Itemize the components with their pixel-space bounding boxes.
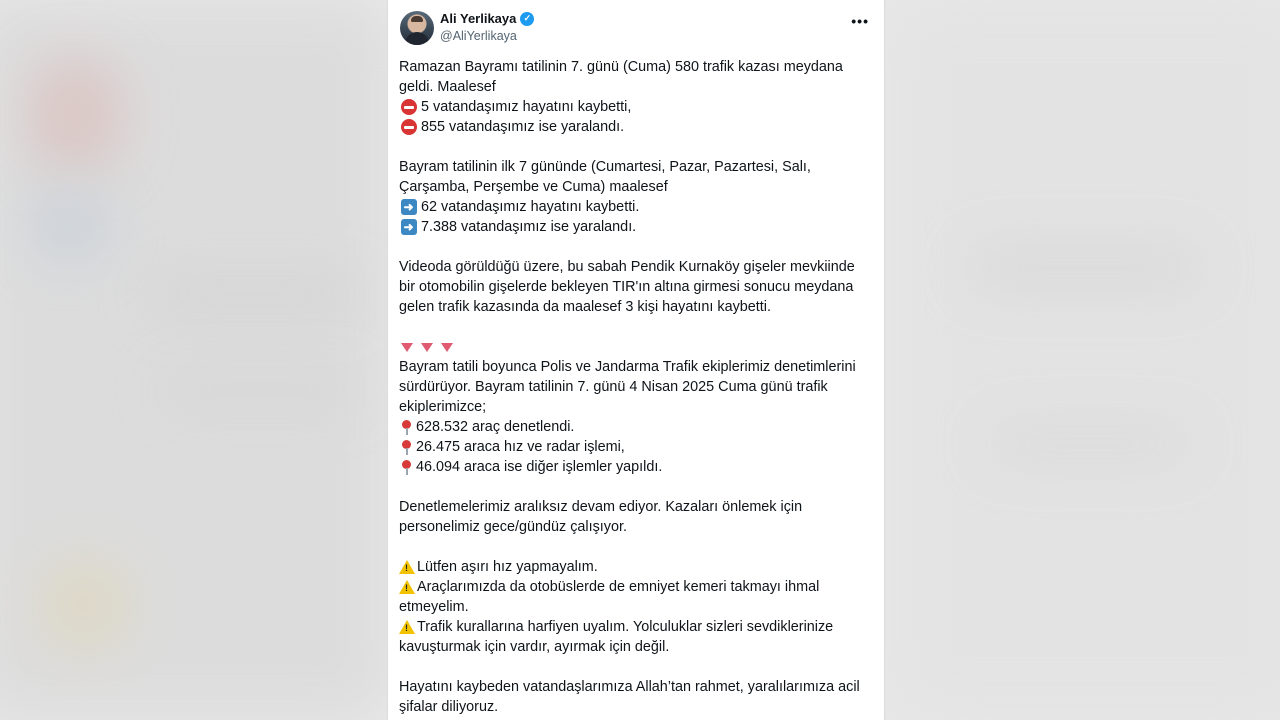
verified-badge-icon: ✓ [520, 12, 534, 26]
tweet-line [399, 357, 875, 377]
blank-line [399, 477, 875, 497]
tweet-line-text: Çarşamba, Perşembe ve Cuma) maalesef [399, 179, 668, 195]
right-arrow-icon: ➜ [399, 199, 418, 215]
warning-icon: ! [399, 579, 415, 595]
tweet-line [399, 517, 875, 537]
tweet-line [399, 457, 875, 477]
tweet-line-text: 7.388 vatandaşımız ise yaralandı. [421, 219, 637, 235]
tweet-line-text: bir otomobilin gişelerde bekleyen TIR'ın altına girmesi sonucu meydana [399, 279, 854, 295]
blank-line [399, 537, 875, 557]
right-arrow-icon: ➜ [399, 219, 418, 235]
tweet-line-text: personelimiz gece/gündüz çalışıyor. [399, 519, 627, 535]
tweet-line [399, 177, 875, 197]
round-pushpin-icon [399, 419, 414, 435]
tweet-line [399, 597, 875, 617]
tweet-line-text: 62 vatandaşımız hayatını kaybetti. [421, 199, 640, 215]
tweet-header [400, 11, 872, 47]
tweet-line [399, 397, 875, 417]
tweet-line [399, 57, 875, 77]
tweet-line [399, 277, 875, 297]
tweet-line-text: Videoda görüldüğü üzere, bu sabah Pendik Kurnaköy gişeler mevkiinde [399, 259, 855, 275]
more-options-icon[interactable]: ••• [851, 13, 869, 29]
round-pushpin-icon [399, 459, 414, 475]
tweet-line [399, 577, 875, 597]
tweet-line-text: geldi. Maalesef [399, 79, 496, 95]
tweet-line-text: Lütfen aşırı hız yapmayalım. [417, 559, 598, 575]
tweet-line-text: 46.094 araca ise diğer işlemler yapıldı. [416, 459, 663, 475]
tweet-line [399, 297, 875, 317]
tweet-line [399, 157, 875, 177]
blank-line [399, 317, 875, 337]
tweet-line [399, 77, 875, 97]
warning-icon: ! [399, 559, 415, 575]
avatar[interactable] [400, 11, 434, 45]
tweet-line-text: 26.475 araca hız ve radar işlemi, [416, 439, 625, 455]
tweet-card [387, 0, 885, 720]
tweet-line [399, 337, 875, 357]
tweet-line-text: gelen trafik kazasında da maalesef 3 kişi hayatını kaybetti. [399, 299, 771, 315]
tweet-line-text: ekiplerimizce; [399, 399, 487, 415]
tweet-line [399, 637, 875, 657]
tweet-line-text: sürdürüyor. Bayram tatilinin 7. günü 4 Nisan 2025 Cuma günü trafik [399, 379, 828, 395]
red-triangles-icon [399, 343, 453, 352]
tweet-text [399, 57, 875, 717]
tweet-line-text: 5 vatandaşımız hayatını kaybetti, [421, 99, 632, 115]
no-entry-icon [399, 99, 418, 115]
tweet-line [399, 617, 875, 637]
tweet-line-text: şifalar diliyoruz. [399, 699, 499, 715]
tweet-line [399, 557, 875, 577]
tweet-line-text: Hayatını kaybeden vatandaşlarımıza Allah’tan rahmet, yaralılarımıza acil [399, 679, 860, 695]
tweet-line [399, 497, 875, 517]
tweet-line [399, 697, 875, 717]
tweet-line-text: Ramazan Bayramı tatilinin 7. günü (Cuma) 580 trafik kazası meydana [399, 59, 843, 75]
tweet-line [399, 677, 875, 697]
tweet-line [399, 217, 875, 237]
author-name-row [440, 11, 534, 26]
tweet-line-text: Araçlarımızda da otobüslerde de emniyet kemeri takmayı ihmal [417, 579, 820, 595]
tweet-line-text: 628.532 araç denetlendi. [416, 419, 575, 435]
blank-line [399, 657, 875, 677]
warning-icon: ! [399, 619, 415, 635]
tweet-line-text: Bayram tatilinin ilk 7 gününde (Cumartesi, Pazar, Pazartesi, Salı, [399, 159, 811, 175]
tweet-line-text: kavuşturmak için vardır, ayırmak için değil. [399, 639, 670, 655]
no-entry-icon [399, 119, 418, 135]
tweet-line-text: Denetlemelerimiz aralıksız devam ediyor. Kazaları önlemek için [399, 499, 803, 515]
tweet-line-text: etmeyelim. [399, 599, 469, 615]
blank-line [399, 137, 875, 157]
tweet-line [399, 417, 875, 437]
tweet-line-text: Bayram tatili boyunca Polis ve Jandarma Trafik ekiplerimiz denetimlerini [399, 359, 856, 375]
tweet-line [399, 377, 875, 397]
tweet-line-text: 855 vatandaşımız ise yaralandı. [421, 119, 625, 135]
tweet-line-text: Trafik kurallarına harfiyen uyalım. Yolculuklar sizleri sevdiklerinize [417, 619, 834, 635]
round-pushpin-icon [399, 439, 414, 455]
tweet-line [399, 197, 875, 217]
tweet-line [399, 97, 875, 117]
blank-line [399, 237, 875, 257]
tweet-line [399, 117, 875, 137]
author-name[interactable]: Ali Yerlikaya [440, 11, 517, 26]
tweet-line [399, 437, 875, 457]
author-handle[interactable]: @AliYerlikaya [440, 29, 517, 43]
tweet-line [399, 257, 875, 277]
